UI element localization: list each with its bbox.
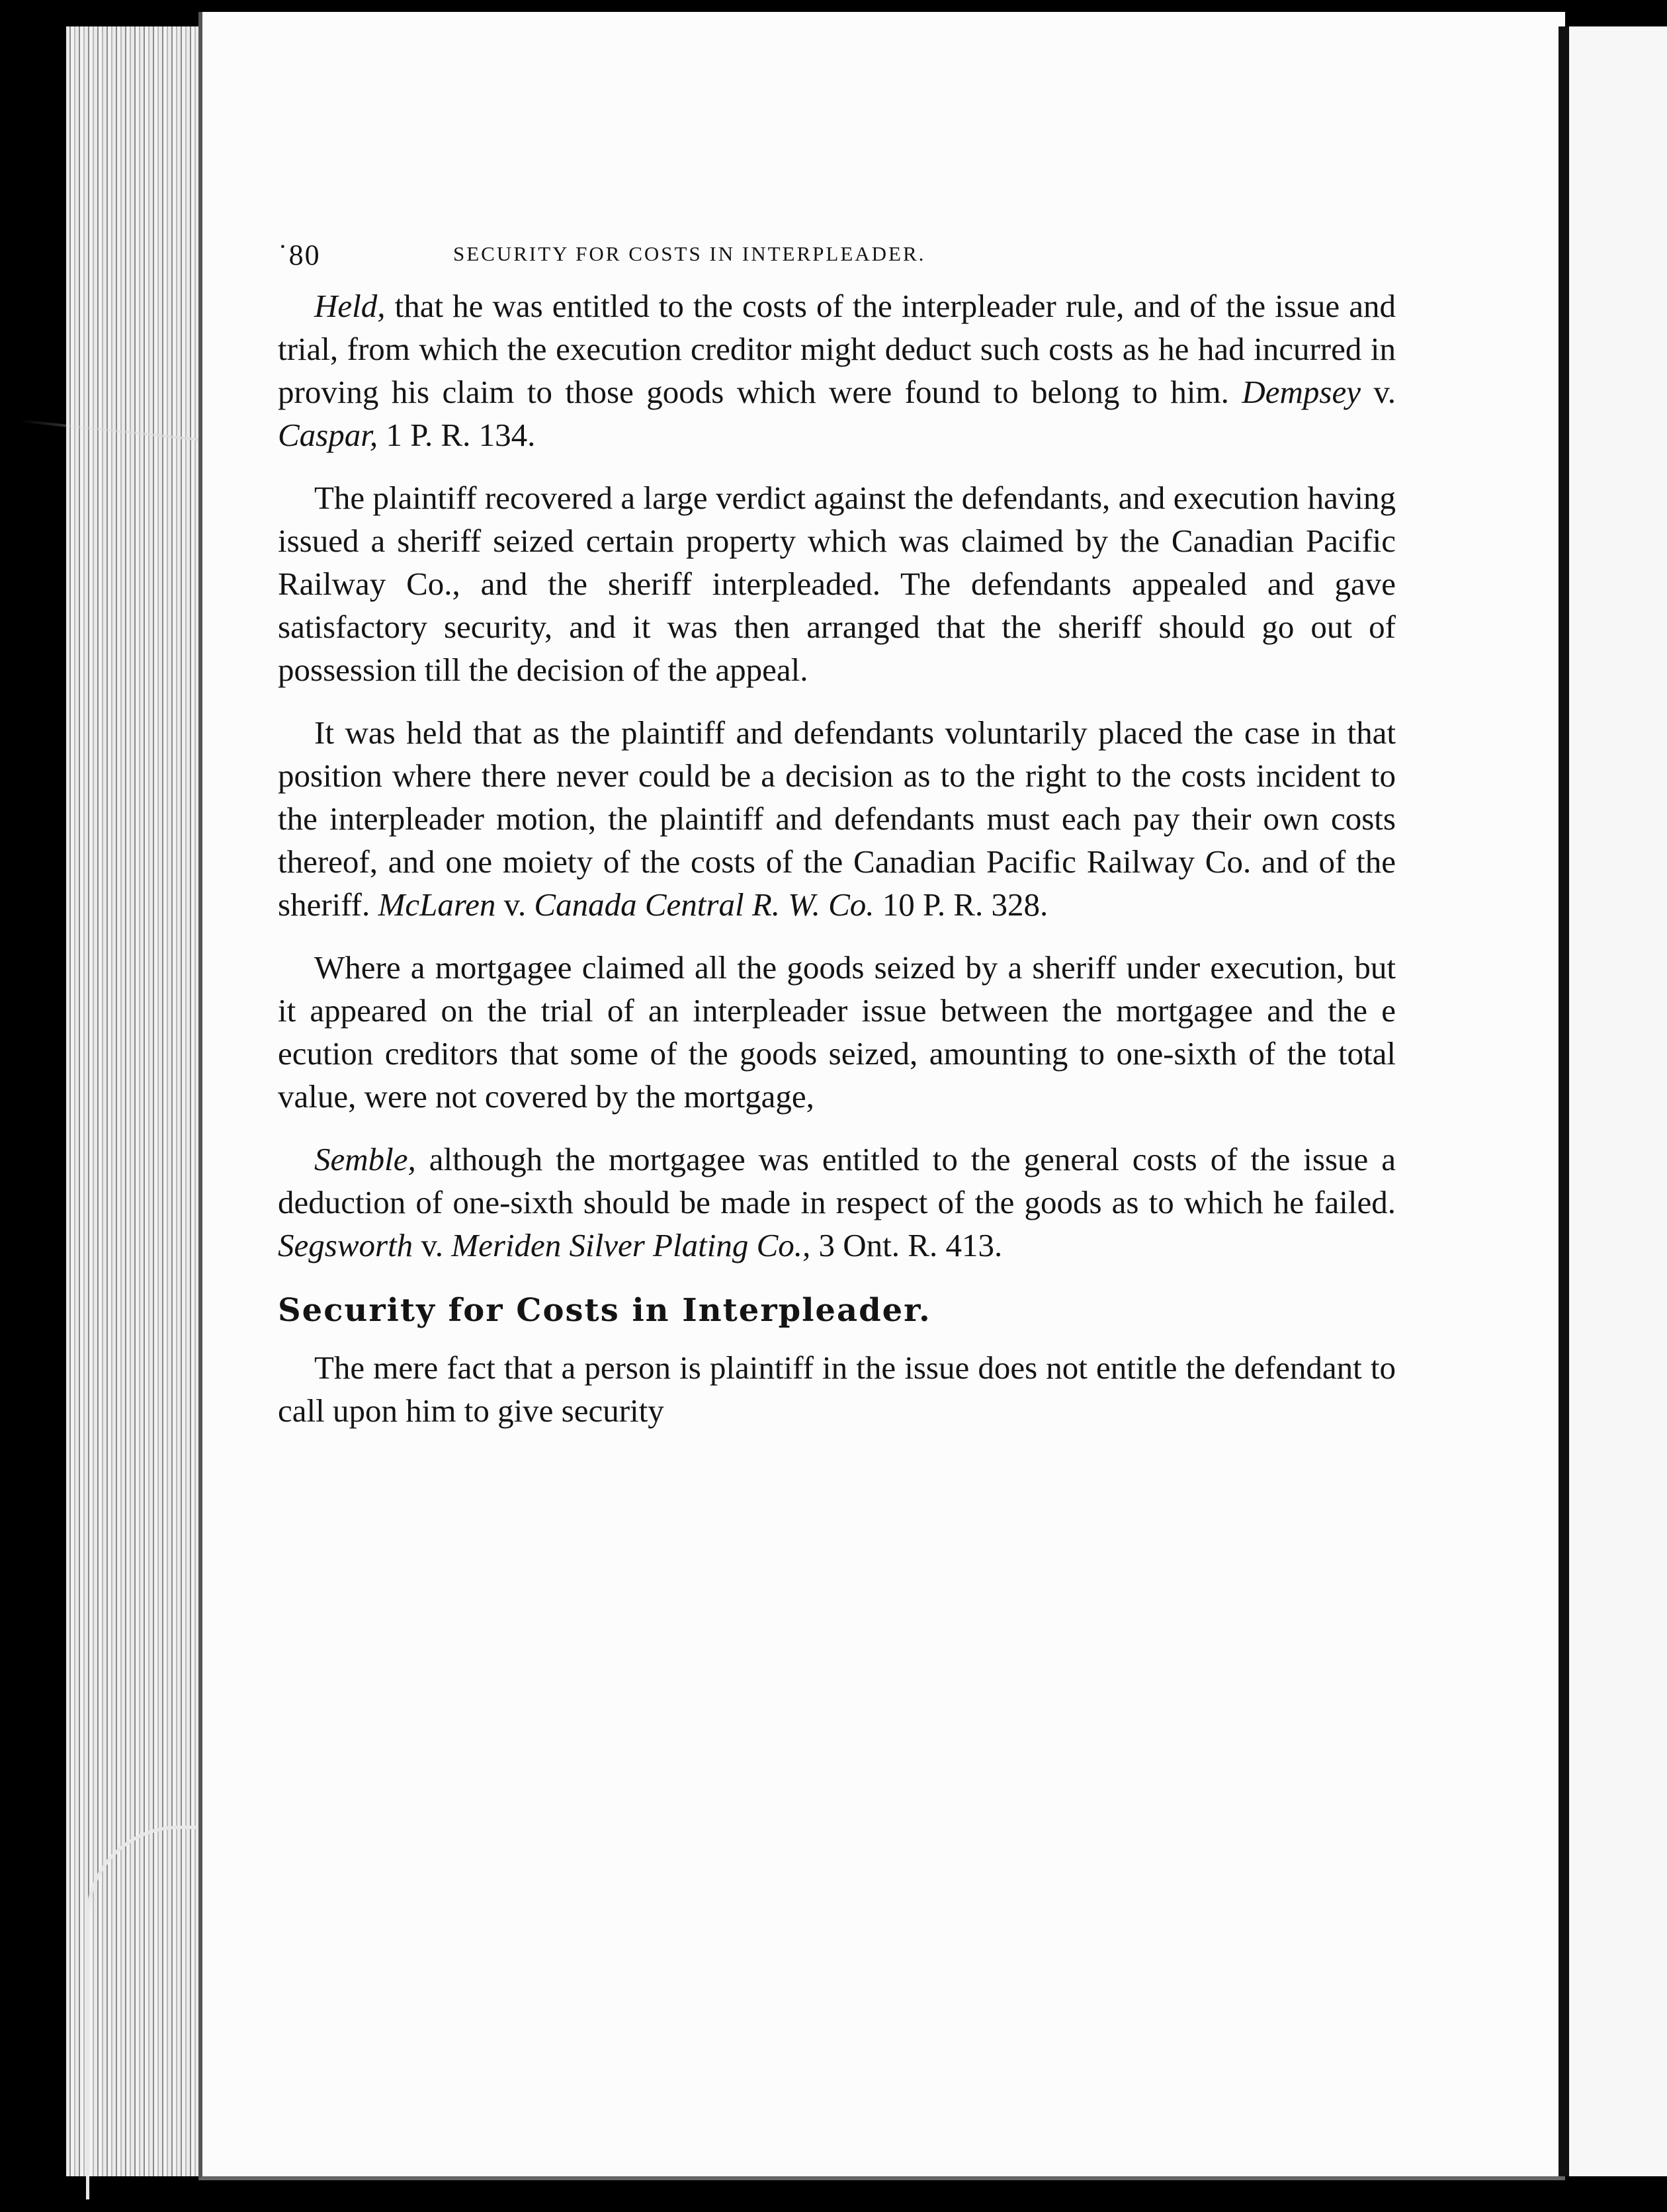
running-head xyxy=(278,238,1396,284)
page-gutter xyxy=(1559,26,1569,2176)
case-citation-report: 10 P. R. 328. xyxy=(874,886,1048,923)
paragraph-lead: Semble, xyxy=(314,1141,416,1177)
paragraph-text: The plaintiff recovered a large verdict against the defendants, and execution having issued a sheriff seized certain property which was claimed by the Canadian Pacific Railway Co., and the sheriff interpleaded. The defendants appealed and gave satisfactory security, and it was then arranged that the sheriff should go out of possession till the decision of the appeal. xyxy=(278,480,1396,688)
case-citation-report: 1 P. R. 134. xyxy=(378,417,536,453)
page-number: ˙80 xyxy=(278,239,321,271)
page-content xyxy=(278,238,1396,1452)
case-citation-versus: v. xyxy=(1360,374,1396,410)
case-citation-report: 3 Ont. R. 413. xyxy=(810,1227,1003,1263)
paragraph-6 xyxy=(278,1346,1396,1432)
paragraph-lead: Held, xyxy=(314,288,386,324)
paragraph-1 xyxy=(278,284,1396,456)
section-heading: Security for Costs in Interpleader. xyxy=(278,1292,931,1329)
paragraph-4 xyxy=(278,946,1396,1118)
case-citation-party: McLaren xyxy=(378,886,496,923)
paragraph-5 xyxy=(278,1138,1396,1267)
paragraph-text: Where a mortgagee claimed all the goods seized by a sheriff under execution, but it appeared on the trial of an interpleader issue between the mortgagee and the e ecution creditors that some of the goods seized, amounting to one-sixth of the total value, were not covered by the mortgage, xyxy=(278,949,1396,1115)
case-citation-versus: v. xyxy=(495,886,534,923)
paragraph-text: It was held that as the plaintiff and defendants voluntarily placed the case in that position where there never could be a decision as to the right to the costs incident to the interpleader motion, the plaintiff and defendants must each pay their own costs thereof, and one moiety of the costs of the Canadian Pacific Railway Co. and of the sheriff. xyxy=(278,714,1396,923)
scan-artifact-curve xyxy=(86,1826,202,2199)
paragraph-2 xyxy=(278,476,1396,691)
paragraph-text: The mere fact that a person is plaintiff in the issue does not entitle the defendant to call upon him to give security xyxy=(278,1349,1396,1429)
adjacent-page-sliver xyxy=(1569,26,1667,2176)
case-citation-party: Meriden Silver Plating Co., xyxy=(451,1227,811,1263)
running-head-title: SECURITY FOR COSTS IN INTERPLEADER. xyxy=(453,242,926,265)
case-citation-party: Caspar, xyxy=(278,417,378,453)
paragraph-text: that he was entitled to the costs of the interpleader rule, and of the issue and trial, from which the execution creditor might deduct such costs as he had incurred in proving his claim to those goods which were found to belong to him. xyxy=(278,288,1396,410)
paragraph-3 xyxy=(278,711,1396,926)
case-citation-party: Segsworth xyxy=(278,1227,413,1263)
case-citation-party: Canada Central R. W. Co. xyxy=(534,886,875,923)
case-citation-versus: v. xyxy=(413,1227,452,1263)
case-citation-party: Dempsey xyxy=(1242,374,1361,410)
paragraph-text: although the mortgagee was entitled to the general costs of the issue a deduction of one-sixth should be made in respect of the goods as to which he failed. xyxy=(278,1141,1396,1220)
